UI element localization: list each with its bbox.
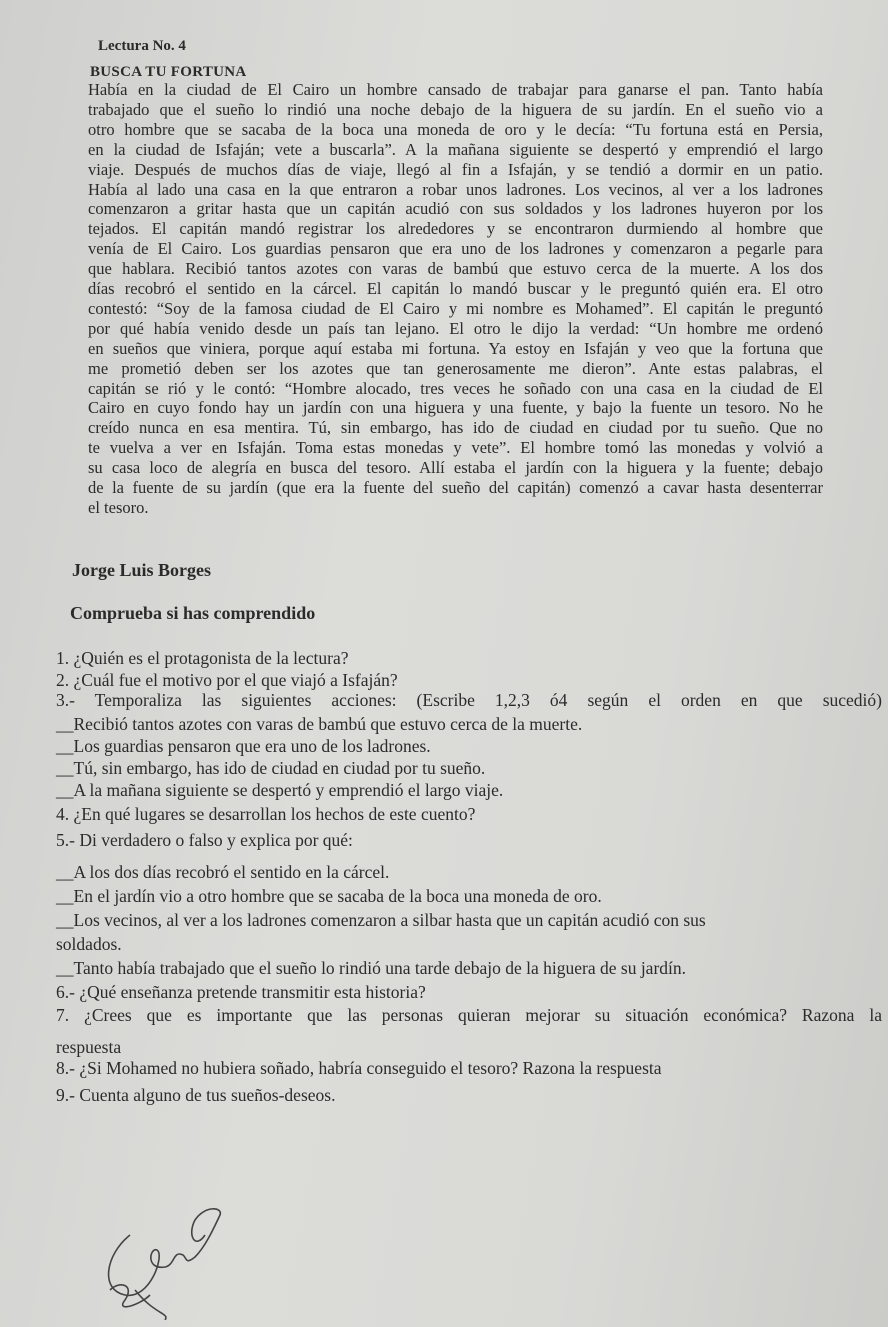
story-line: trabajado que el sueño lo rindió una noche debajo de la higuera de su jardín. En el sueño vio a [88,99,823,119]
questions-heading: Comprueba si has comprendido [70,603,316,623]
story-line: creído nunca en esa mentira. Tú, sin embargo, has ido de ciudad en ciudad por tu sueño. Que no [88,418,823,438]
question-line: __Tú, sin embargo, has ido de ciudad en ciudad por tu sueño. [56,758,486,778]
story-line: tejados. El capitán mandó registrar los alrededores y se encontraron durmiendo al hombre que [88,219,823,239]
question-line: 3.- Temporaliza las siguientes acciones: (Escribe 1,2,3 ó4 según el orden en que sucedió) [56,690,882,710]
question-line: 2. ¿Cuál fue el motivo por el que viajó a Isfaján? [56,670,398,690]
story-line: capitán se rió y le contó: “Hombre alocado, tres veces he soñado con una casa en la ciudad de El [88,378,823,398]
story-line: que hablara. Recibió tantos azotes con varas de bambú que estuvo cerca de la muerte. A los dos [88,259,823,279]
question-line: 8.- ¿Si Mohamed no hubiera soñado, habría conseguido el tesoro? Razona la respuesta [56,1058,662,1078]
story-line: en sueños que viniera, porque aquí estaba mi fortuna. Ya estoy en Isfaján y veo que la fortuna que [88,338,823,358]
question-line: respuesta [56,1037,122,1057]
question-line: 4. ¿En qué lugares se desarrollan los hechos de este cuento? [56,804,476,824]
question-line: 5.- Di verdadero o falso y explica por qué: [56,830,353,850]
question-line: __Tanto había trabajado que el sueño lo rindió una tarde debajo de la higuera de su jardín. [56,958,687,978]
story-line: su casa loco de alegría en busca del tesoro. Allí estaba el jardín con la higuera y la fuente; debajo [88,458,823,478]
signature [95,1195,245,1320]
story-line: me prometió deben ser los azotes que tan generosamente me dieron”. Ante estas palabras, el [88,358,823,378]
story-line: en la ciudad de Isfaján; vete a buscarla”. A la mañana siguiente se despertó y emprendió el largo [88,139,823,159]
question-line: 1. ¿Quién es el protagonista de la lectura? [56,648,349,668]
story-line: comenzaron a gritar hasta que un capitán acudió con sus soldados y los ladrones huyeron por los [88,199,823,219]
story-line: te vuelva a ver en Isfaján. Toma estas monedas y vete”. El hombre tomó las monedas y volvió a [88,438,823,458]
story-line: de la fuente de su jardín (que era la fuente del sueño del capitán) comenzó a cavar hasta desenterrar [88,478,823,497]
question-line: __A la mañana siguiente se despertó y emprendió el largo viaje. [56,780,504,800]
question-line: soldados. [56,934,122,954]
question-line: __Los vecinos, al ver a los ladrones comenzaron a silbar hasta que un capitán acudió con sus [56,910,706,930]
author: Jorge Luis Borges [72,560,211,580]
question-line: 9.- Cuenta alguno de tus sueños-deseos. [56,1085,336,1105]
story-line: el tesoro. [88,497,149,517]
question-line: __Los guardias pensaron que era uno de los ladrones. [56,736,431,756]
story-line: Cairo en cuyo fondo hay un jardín con una higuera y una fuente, y bajo la fuente un tesoro. No he [88,398,823,418]
story-line: venía de El Cairo. Los guardias pensaron que era uno de los ladrones y comenzaron a pegarle para [88,239,823,259]
story-line: viaje. Después de muchos días de viaje, llegó al fin a Isfaján, y se tendió a dormir en un patio. [88,159,823,179]
story-line: Había en la ciudad de El Cairo un hombre cansado de trabajar para ganarse el pan. Tanto había [88,80,823,99]
question-line: __En el jardín vio a otro hombre que se sacaba de la boca una moneda de oro. [56,886,602,906]
story-line: Había al lado una casa en la que entraron a robar unos ladrones. Los vecinos, al ver a los ladrones [88,179,823,199]
story-line: días recobró el sentido en la cárcel. El capitán lo mandó buscar y le preguntó quién era. El otro [88,279,823,298]
story-title: BUSCA TU FORTUNA [90,64,247,80]
story-line: contestó: “Soy de la famosa ciudad de El Cairo y mi nombre es Mohamed”. El capitán le preguntó [88,298,823,318]
reading-number: Lectura No. 4 [98,38,186,54]
story-line: otro hombre que se sacaba de la boca una moneda de oro y le decía: “Tu fortuna está en Persia, [88,119,823,139]
question-line: __A los dos días recobró el sentido en la cárcel. [56,862,390,882]
question-line: 6.- ¿Qué enseñanza pretende transmitir esta historia? [56,982,426,1002]
story-line: por qué había venido desde un país tan lejano. El otro le dijo la verdad: “Un hombre me ordenó [88,318,823,338]
question-line: 7. ¿Crees que es importante que las personas quieran mejorar su situación económica? Razona la [56,1005,882,1025]
question-line: __Recibió tantos azotes con varas de bambú que estuvo cerca de la muerte. [56,714,583,734]
